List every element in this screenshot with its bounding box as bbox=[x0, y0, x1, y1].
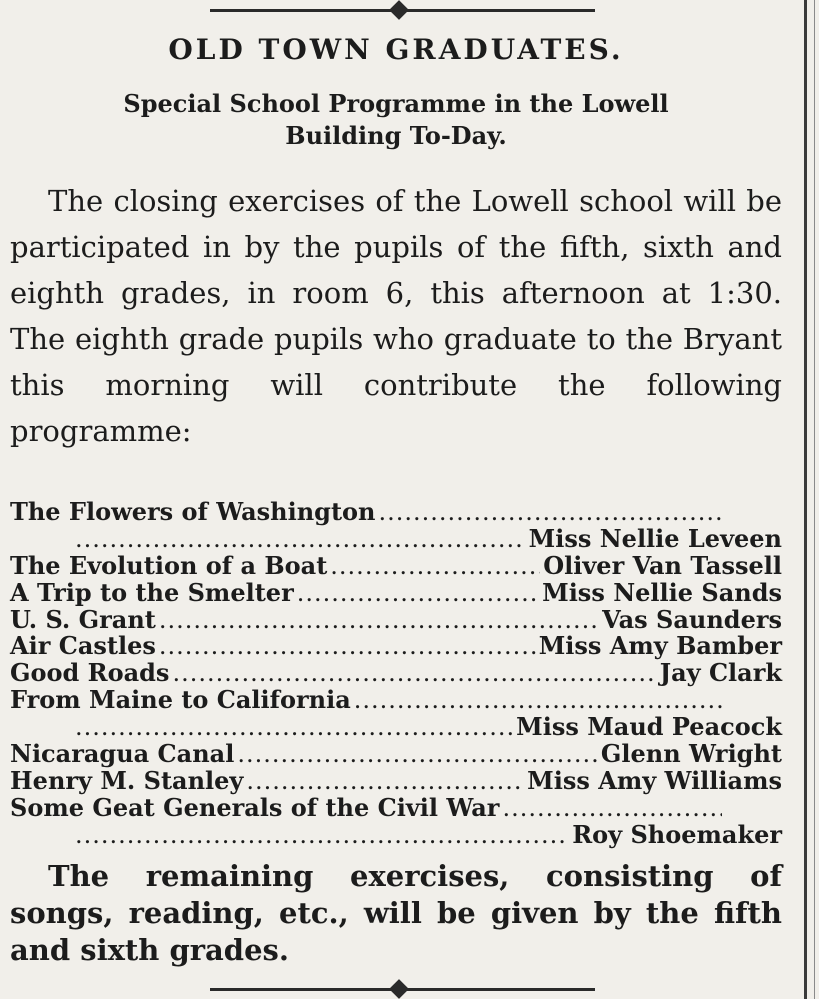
bottom-divider-ornament bbox=[210, 988, 595, 991]
leader-dots bbox=[246, 768, 524, 795]
programme-performer: Miss Amy Bamber bbox=[538, 631, 782, 661]
programme-title: From Maine to California bbox=[10, 685, 351, 715]
leader-dots bbox=[330, 553, 540, 580]
column-rule-edge bbox=[814, 0, 815, 999]
programme-item bbox=[10, 604, 782, 634]
programme-title: Nicaragua Canal bbox=[10, 739, 235, 769]
programme-item bbox=[10, 633, 782, 660]
programme-item bbox=[10, 550, 782, 580]
programme-item bbox=[10, 577, 782, 607]
programme-performer: Miss Nellie Sands bbox=[542, 577, 782, 607]
programme-item-continued bbox=[10, 523, 782, 553]
programme-list bbox=[10, 499, 782, 849]
subheadline-line-2: Building To-Day. bbox=[285, 121, 507, 150]
programme-title: Good Roads bbox=[10, 658, 170, 688]
subheadline-line-1: Special School Programme in the Lowell bbox=[123, 89, 669, 118]
programme-performer: Oliver Van Tassell bbox=[543, 550, 782, 580]
leader-dots bbox=[75, 714, 513, 741]
leader-dots bbox=[297, 580, 539, 607]
intro-paragraph: The closing exercises of the Lowell school will be participated in by the pupils of the fifth, sixth and eighth grades, in room 6, this afternoon at 1:30. The eighth grade pupils who graduate to the Bryant this morning will contribute the following programme: bbox=[10, 184, 782, 448]
programme-performer: Miss Amy Williams bbox=[527, 765, 782, 795]
programme-item bbox=[10, 792, 782, 822]
leader-dots bbox=[159, 607, 599, 634]
news-article bbox=[10, 0, 782, 999]
programme-performer: Vas Saunders bbox=[602, 604, 782, 634]
leader-dots bbox=[502, 795, 722, 822]
leader-dots bbox=[354, 687, 722, 714]
programme-item-continued bbox=[10, 714, 782, 741]
leader-dots bbox=[379, 499, 723, 526]
leader-dots bbox=[75, 822, 569, 849]
programme-item bbox=[10, 499, 782, 526]
programme-title: Some Geat Generals of the Civil War bbox=[10, 792, 500, 822]
programme-performer: Miss Maud Peacock bbox=[516, 712, 782, 742]
programme-item bbox=[10, 660, 782, 687]
headline: OLD TOWN GRADUATES. bbox=[168, 33, 624, 66]
top-divider-ornament bbox=[210, 9, 595, 12]
leader-dots bbox=[172, 660, 656, 687]
leader-dots bbox=[75, 526, 526, 553]
programme-title: U. S. Grant bbox=[10, 604, 156, 634]
diamond-ornament-icon bbox=[389, 0, 409, 20]
programme-performer: Miss Nellie Leveen bbox=[528, 523, 782, 553]
leader-dots bbox=[237, 741, 598, 768]
programme-performer: Glenn Wright bbox=[600, 739, 782, 769]
column-rule bbox=[804, 0, 807, 999]
programme-title: A Trip to the Smelter bbox=[10, 577, 294, 607]
programme-title: Air Castles bbox=[10, 631, 156, 661]
subheadline bbox=[10, 88, 782, 152]
programme-title: The Flowers of Washington bbox=[10, 497, 376, 526]
programme-item-continued bbox=[10, 819, 782, 849]
programme-item bbox=[10, 741, 782, 768]
programme-performer: Jay Clark bbox=[659, 658, 782, 688]
programme-item bbox=[10, 687, 782, 714]
leader-dots bbox=[159, 633, 536, 660]
programme-performer: Roy Shoemaker bbox=[572, 819, 782, 849]
programme-item bbox=[10, 765, 782, 795]
programme-title: The Evolution of a Boat bbox=[10, 550, 328, 580]
diamond-ornament-icon bbox=[389, 979, 409, 999]
programme-title: Henry M. Stanley bbox=[10, 765, 244, 795]
closing-paragraph: The remaining exercises, consisting of songs, reading, etc., will be given by the fifth and sixth grades. bbox=[10, 859, 782, 967]
